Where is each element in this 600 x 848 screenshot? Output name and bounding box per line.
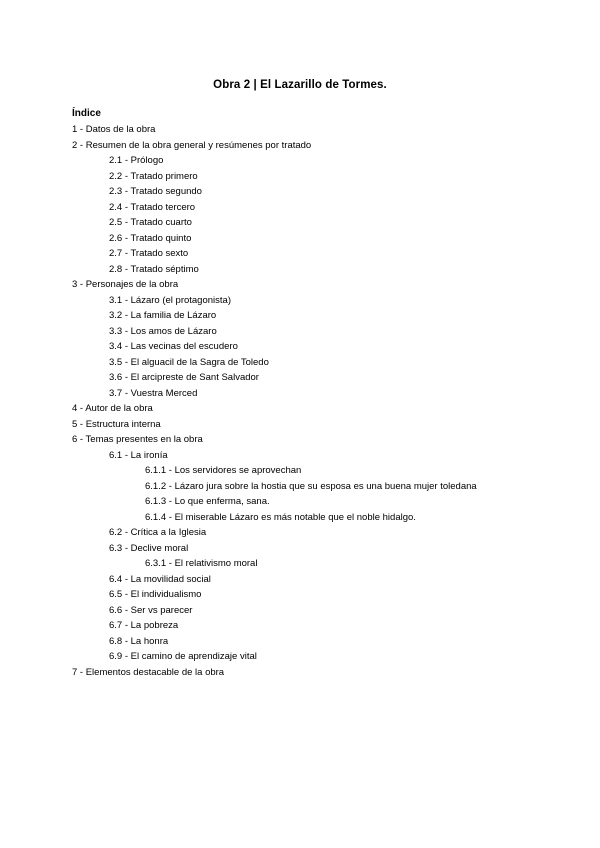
toc-entry: 6.5 - El individualismo — [109, 589, 202, 600]
toc-entry: 3.3 - Los amos de Lázaro — [109, 325, 217, 337]
toc-entry: 3 - Personajes de la obra — [72, 279, 179, 290]
toc-entry: 2.3 - Tratado segundo — [109, 186, 202, 197]
toc-entry: 3.7 - Vuestra Merced — [109, 387, 198, 399]
toc-entry: 2.5 - Tratado cuarto — [109, 217, 192, 228]
toc-entry: 6.1.2 - Lázaro jura sobre la hostia que su esposa es una buena mujer toledana — [145, 480, 477, 492]
toc-entry: 2.2 - Tratado primero — [109, 170, 198, 182]
toc-entry: 6.4 - La movilidad social — [109, 573, 211, 585]
toc-entry: 2.7 - Tratado sexto — [109, 248, 189, 259]
toc-entry: 6.1.3 - Lo que enferma, sana. — [145, 496, 270, 507]
toc-entry: 2 - Resumen de la obra general y resúmenes por tratado — [72, 139, 312, 151]
toc-entry: 4 - Autor de la obra — [72, 403, 153, 414]
index-heading: Índice — [72, 108, 101, 119]
toc-entry: 5 - Estructura interna — [72, 418, 161, 430]
toc-entry: 6.1 - La ironía — [109, 449, 168, 461]
toc-entry: 3.1 - Lázaro (el protagonista) — [109, 294, 231, 306]
toc-entry: 6 - Temas presentes en la obra — [72, 434, 203, 445]
toc-entry: 3.6 - El arcipreste de Sant Salvador — [109, 372, 259, 383]
toc-entry: 7 - Elementos destacable de la obra — [72, 666, 225, 678]
toc-entry: 6.2 - Crítica a la Iglesia — [109, 527, 207, 538]
toc-entry: 2.8 - Tratado séptimo — [109, 263, 199, 275]
toc-entry: 2.1 - Prólogo — [109, 155, 164, 166]
toc-entry: 6.1.1 - Los servidores se aprovechan — [145, 465, 302, 476]
toc-entry: 1 - Datos de la obra — [72, 124, 156, 135]
toc-entry: 6.7 - La pobreza — [109, 620, 179, 631]
toc-entry: 6.3.1 - El relativismo moral — [145, 558, 258, 569]
toc-entry: 6.6 - Ser vs parecer — [109, 604, 193, 616]
toc-entry: 3.2 - La familia de Lázaro — [109, 310, 217, 321]
toc-entry: 6.8 - La honra — [109, 635, 169, 647]
table-of-contents — [72, 122, 552, 680]
toc-entry: 3.4 - Las vecinas del escudero — [109, 341, 238, 352]
page-title: Obra 2 | El Lazarillo de Tormes. — [213, 79, 387, 91]
toc-entry: 2.4 - Tratado tercero — [109, 201, 196, 213]
toc-entry: 6.9 - El camino de aprendizaje vital — [109, 651, 257, 662]
toc-entry: 2.6 - Tratado quinto — [109, 232, 192, 244]
toc-entry: 3.5 - El alguacil de la Sagra de Toledo — [109, 356, 269, 368]
toc-entry: 6.3 - Declive moral — [109, 542, 189, 554]
toc-entry: 6.1.4 - El miserable Lázaro es más notable que el noble hidalgo. — [145, 511, 416, 523]
